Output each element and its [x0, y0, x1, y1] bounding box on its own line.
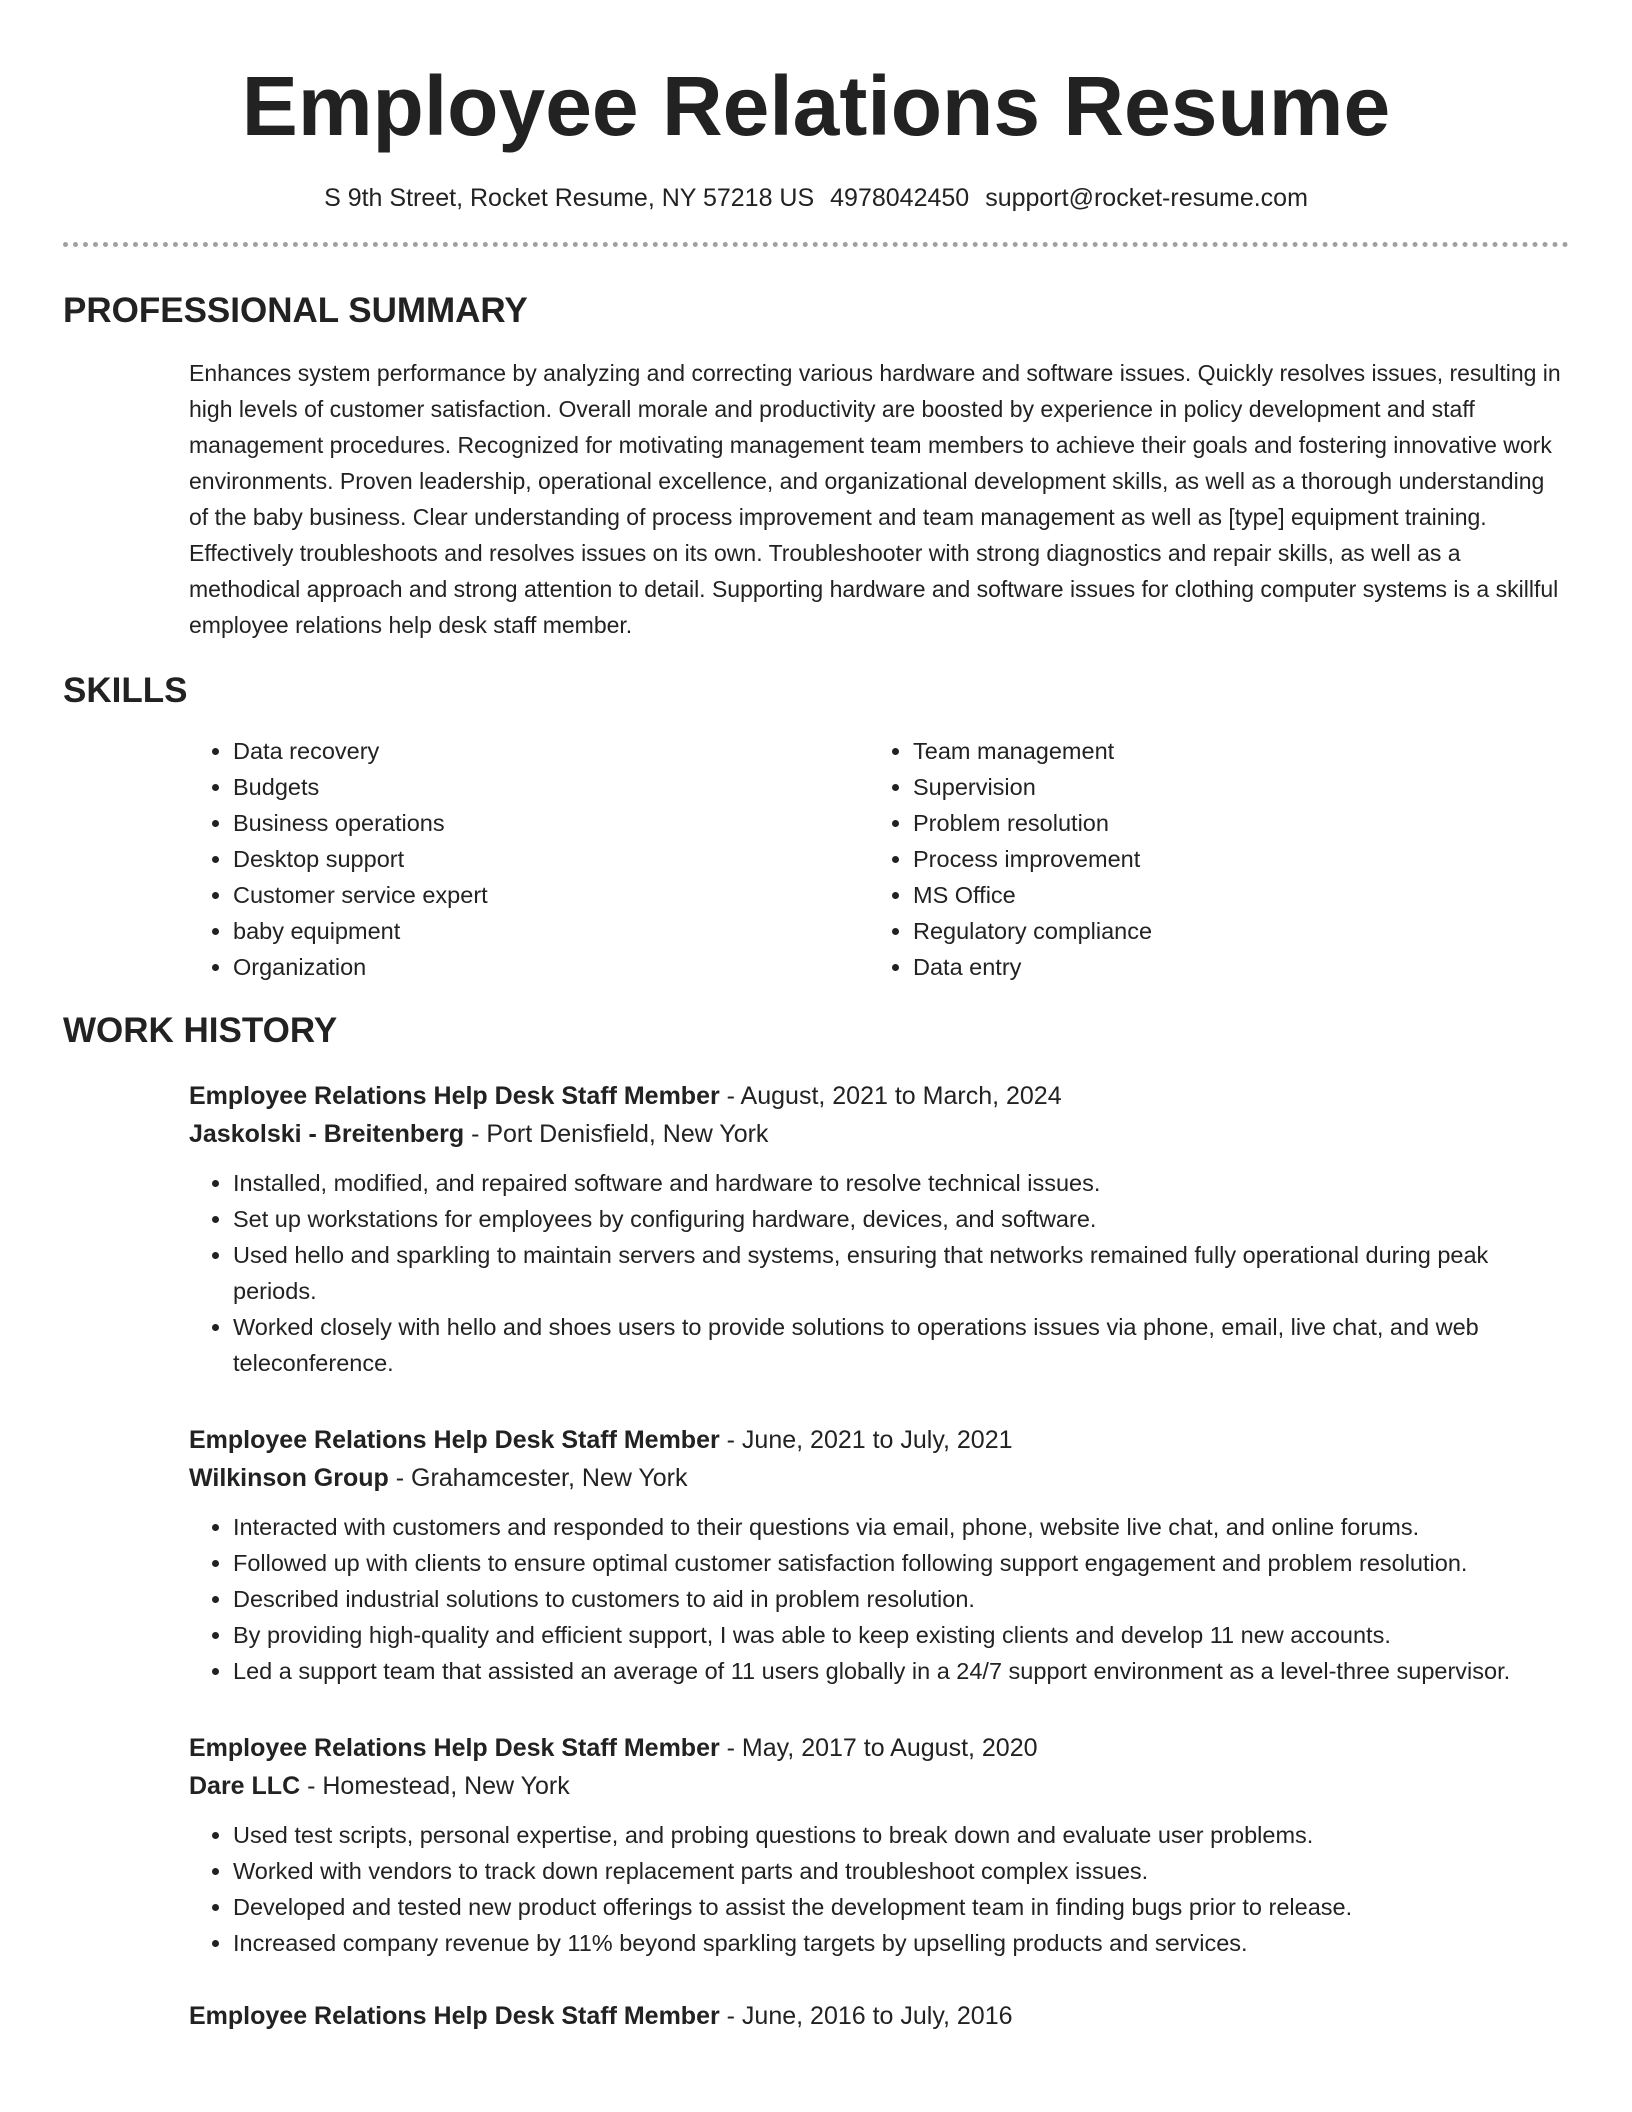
job-company-line: [189, 1459, 1569, 1497]
skill-item: • Organization: [233, 949, 869, 985]
skill-item: • Desktop support: [233, 841, 869, 877]
job-role: Employee Relations Help Desk Staff Member: [189, 2002, 720, 2030]
skill-item: • Budgets: [233, 769, 869, 805]
job-location: - Port Denisfield, New York: [464, 1120, 769, 1148]
job-location: - Homestead, New York: [300, 1772, 570, 1800]
skill-item: • Data entry: [913, 949, 1152, 985]
job-bullets: [189, 1165, 1569, 1381]
skill-item: • Customer service expert: [233, 877, 869, 913]
contact-email: support@rocket-resume.com: [985, 184, 1308, 212]
skill-item: • Regulatory compliance: [913, 913, 1152, 949]
job-bullet: • Worked closely with hello and shoes users to provide solutions to operations issues via phone, email, live chat, and web teleconference.: [233, 1309, 1569, 1381]
job-role: Employee Relations Help Desk Staff Member: [189, 1426, 720, 1454]
job-bullet: • Used test scripts, personal expertise, and probing questions to break down and evaluate user problems.: [233, 1817, 1569, 1853]
job-bullet: • Worked with vendors to track down replacement parts and troubleshoot complex issues.: [233, 1853, 1569, 1889]
job-dates: - June, 2021 to July, 2021: [719, 1426, 1013, 1454]
job-company: Wilkinson Group: [189, 1464, 389, 1492]
job-bullet: • Led a support team that assisted an average of 11 users globally in a 24/7 support environment as a level-three supervisor.: [233, 1653, 1569, 1689]
job-company-line: [189, 1767, 1569, 1805]
job-entry: [189, 1997, 1569, 2035]
job-location: - Grahamcester, New York: [388, 1464, 688, 1492]
skill-item: • Team management: [913, 733, 1152, 769]
summary-heading: PROFESSIONAL SUMMARY: [63, 291, 528, 330]
job-bullet: • Set up workstations for employees by configuring hardware, devices, and software.: [233, 1201, 1569, 1237]
job-bullet: • Developed and tested new product offerings to assist the development team in finding bugs prior to release.: [233, 1889, 1569, 1925]
skills-heading: SKILLS: [63, 671, 188, 710]
job-entry: [189, 1729, 1569, 1961]
job-dates: - August, 2021 to March, 2024: [719, 1082, 1062, 1110]
contact-phone: 4978042450: [830, 184, 970, 212]
contact-line: [0, 182, 1632, 214]
header-divider: [63, 242, 1569, 247]
job-dates: - May, 2017 to August, 2020: [719, 1734, 1038, 1762]
skills-list: [189, 733, 1569, 985]
job-role: Employee Relations Help Desk Staff Member: [189, 1082, 720, 1110]
job-entry: [189, 1077, 1569, 1381]
job-bullet: • Used hello and sparkling to maintain servers and systems, ensuring that networks remained fully operational during peak periods.: [233, 1237, 1569, 1309]
skills-column-left: [189, 733, 869, 985]
job-entry: [189, 1421, 1569, 1689]
job-bullets: [189, 1509, 1569, 1689]
skill-item: • MS Office: [913, 877, 1152, 913]
contact-address: S 9th Street, Rocket Resume, NY 57218 US: [324, 184, 815, 212]
resume-title: Employee Relations Resume: [241, 59, 1391, 153]
skill-item: • Data recovery: [233, 733, 869, 769]
skill-item: • Problem resolution: [913, 805, 1152, 841]
job-bullet: • Installed, modified, and repaired software and hardware to resolve technical issues.: [233, 1165, 1569, 1201]
job-title-line: [189, 1077, 1569, 1115]
job-company: Jaskolski - Breitenberg: [189, 1120, 465, 1148]
job-company: Dare LLC: [189, 1772, 301, 1800]
work-history-heading: WORK HISTORY: [63, 1011, 338, 1050]
skill-item: • Process improvement: [913, 841, 1152, 877]
job-bullets: [189, 1817, 1569, 1961]
job-title-line: [189, 1729, 1569, 1767]
job-role: Employee Relations Help Desk Staff Member: [189, 1734, 720, 1762]
job-bullet: • Interacted with customers and responded to their questions via email, phone, website live chat, and online forums.: [233, 1509, 1569, 1545]
skill-item: • baby equipment: [233, 913, 869, 949]
job-title-line: [189, 1421, 1569, 1459]
summary-text: Enhances system performance by analyzing and correcting various hardware and software issues. Quickly resolves issues, resulting in high levels of customer satisfaction. Overall morale and productivity are boosted by experience in policy development and staff management procedures. Recognized for motivating management team members to achieve their goals and fostering innovative work environments. Proven leadership, operational excellence, and organizational development skills, as well as a thorough understanding of the baby business. Clear understanding of process improvement and team management as well as [type] equipment training. Effectively troubleshoots and resolves issues on its own. Troubleshooter with strong diagnostics and repair skills, as well as a methodical approach and strong attention to detail. Supporting hardware and software issues for clothing computer systems is a skillful employee relations help desk staff member.: [189, 360, 1561, 638]
job-title-line: [189, 1997, 1569, 2035]
job-dates: - June, 2016 to July, 2016: [719, 2002, 1013, 2030]
job-bullet: • By providing high-quality and efficient support, I was able to keep existing clients and develop 11 new accounts.: [233, 1617, 1569, 1653]
job-bullet: • Followed up with clients to ensure optimal customer satisfaction following support engagement and problem resolution.: [233, 1545, 1569, 1581]
job-bullet: • Increased company revenue by 11% beyond sparkling targets by upselling products and services.: [233, 1925, 1569, 1961]
job-company-line: [189, 1115, 1569, 1153]
skill-item: • Supervision: [913, 769, 1152, 805]
skill-item: • Business operations: [233, 805, 869, 841]
job-bullet: • Described industrial solutions to customers to aid in problem resolution.: [233, 1581, 1569, 1617]
skills-column-right: [869, 733, 1152, 985]
